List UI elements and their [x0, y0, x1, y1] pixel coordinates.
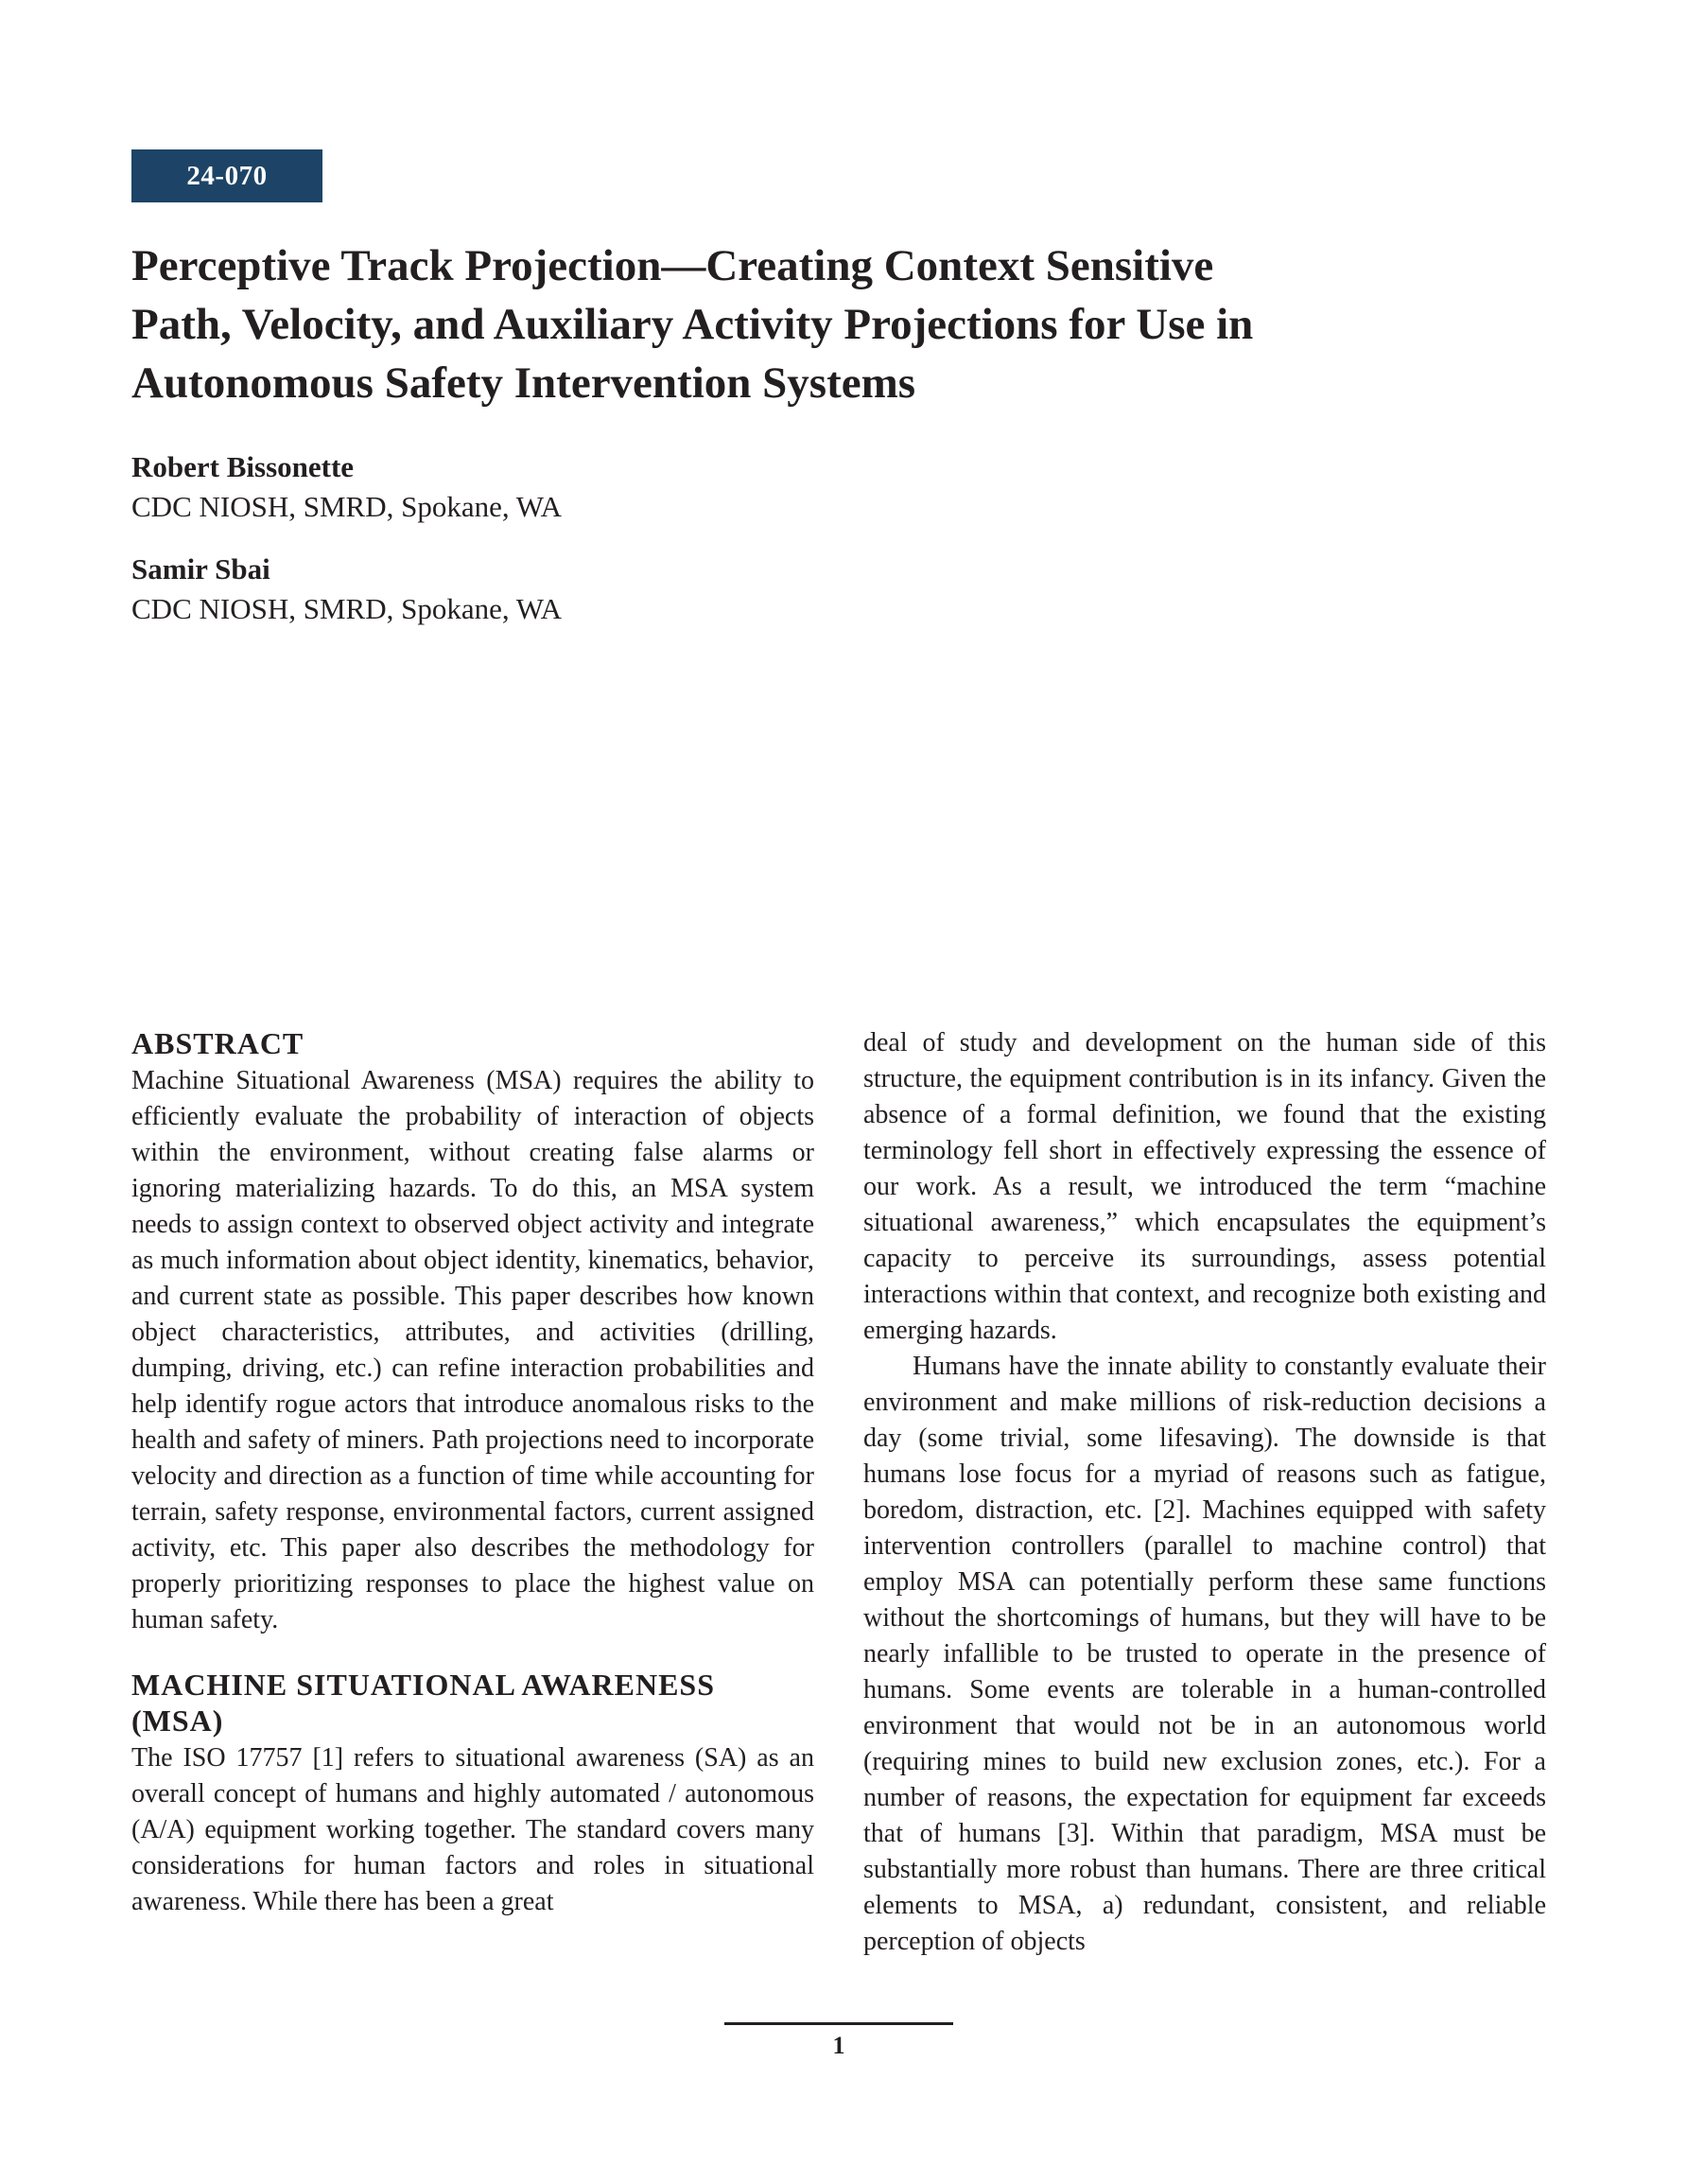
footer-rule — [724, 2022, 953, 2025]
abstract-text: Machine Situational Awareness (MSA) requires the ability to efficiently evaluate the probability of interaction of objects within the environment, without creating false alarms or ignoring materializing hazards. To do this, an MSA system needs to assign context to observed object activity and integrate as much information about object identity, kinematics, behavior, and current state as possible. This paper describes how known object characteristics, attributes, and activities (drilling, dumping, driving, etc.) can refine interaction probabilities and help identify rogue actors that introduce anomalous risks to the health and safety of miners. Path projections need to incorporate velocity and direction as a function of time while accounting for terrain, safety response, environmental factors, current assigned activity, etc. This paper also describes the methodology for properly prioritizing responses to place the highest value on human safety. — [131, 1066, 814, 1634]
title-line: Path, Velocity, and Auxiliary Activity Projections for Use in — [131, 300, 1254, 349]
msa-paragraph-2: Humans have the innate ability to constantly evaluate their environment and make millions of risk-reduction decisions a day (some trivial, some lifesaving). The downside is that humans lose focus for a myriad of reasons such as fatigue, boredom, distraction, etc. [2]. Machines equipped with safety intervention controllers (parallel to machine control) that employ MSA can potentially perform these same functions without the shortcomings of humans, but they will have to be nearly infallible to be trusted to operate in the presence of humans. Some events are tolerable in a human-controlled environment that would not be in an autonomous world (requiring mines to build new exclusion zones, etc.). For a number of reasons, the expectation for equipment far exceeds that of humans [3]. Within that paradigm, MSA must be substantially more robust than humans. There are three critical elements to MSA, a) redundant, consistent, and reliable perception of objects — [863, 1352, 1546, 1956]
paper-title — [131, 236, 1361, 412]
title-line: Autonomous Safety Intervention Systems — [131, 358, 916, 408]
left-column — [131, 1025, 814, 1920]
msa-paragraph-1-continued: deal of study and development on the human side of this structure, the equipment contribution is in its infancy. Given the absence of a formal definition, we found that the existing terminology fell short in effectively expressing the essence of our work. As a result, we introduced the term “machine situational awareness,” which encapsulates the equipment’s capacity to perceive its surroundings, assess potential interactions within that context, and recognize both existing and emerging hazards. — [863, 1028, 1546, 1345]
page-number: 1 — [832, 2032, 845, 2059]
msa-section-heading — [131, 1667, 814, 1738]
author-affiliation: CDC NIOSH, SMRD, Spokane, WA — [131, 592, 562, 625]
paper-id-badge: 24-070 — [131, 149, 322, 202]
abstract-heading: ABSTRACT — [131, 1026, 304, 1060]
msa-heading-line: MACHINE SITUATIONAL AWARENESS — [131, 1668, 715, 1702]
title-line: Perceptive Track Projection—Creating Context Sensitive — [131, 241, 1214, 290]
author-affiliation: CDC NIOSH, SMRD, Spokane, WA — [131, 490, 562, 523]
msa-heading-line: (MSA) — [131, 1704, 224, 1738]
author-block — [131, 550, 983, 630]
msa-paragraph-1-start: The ISO 17757 [1] refers to situational awareness (SA) as an overall concept of humans and highly automated / autonomous (A/A) equipment working together. The standard covers many considerations for human factors and roles in situational awareness. While there has been a great — [131, 1743, 814, 1916]
author-block — [131, 448, 983, 528]
author-name: Samir Sbai — [131, 552, 270, 585]
author-name: Robert Bissonette — [131, 450, 355, 483]
right-column — [863, 1025, 1546, 1960]
